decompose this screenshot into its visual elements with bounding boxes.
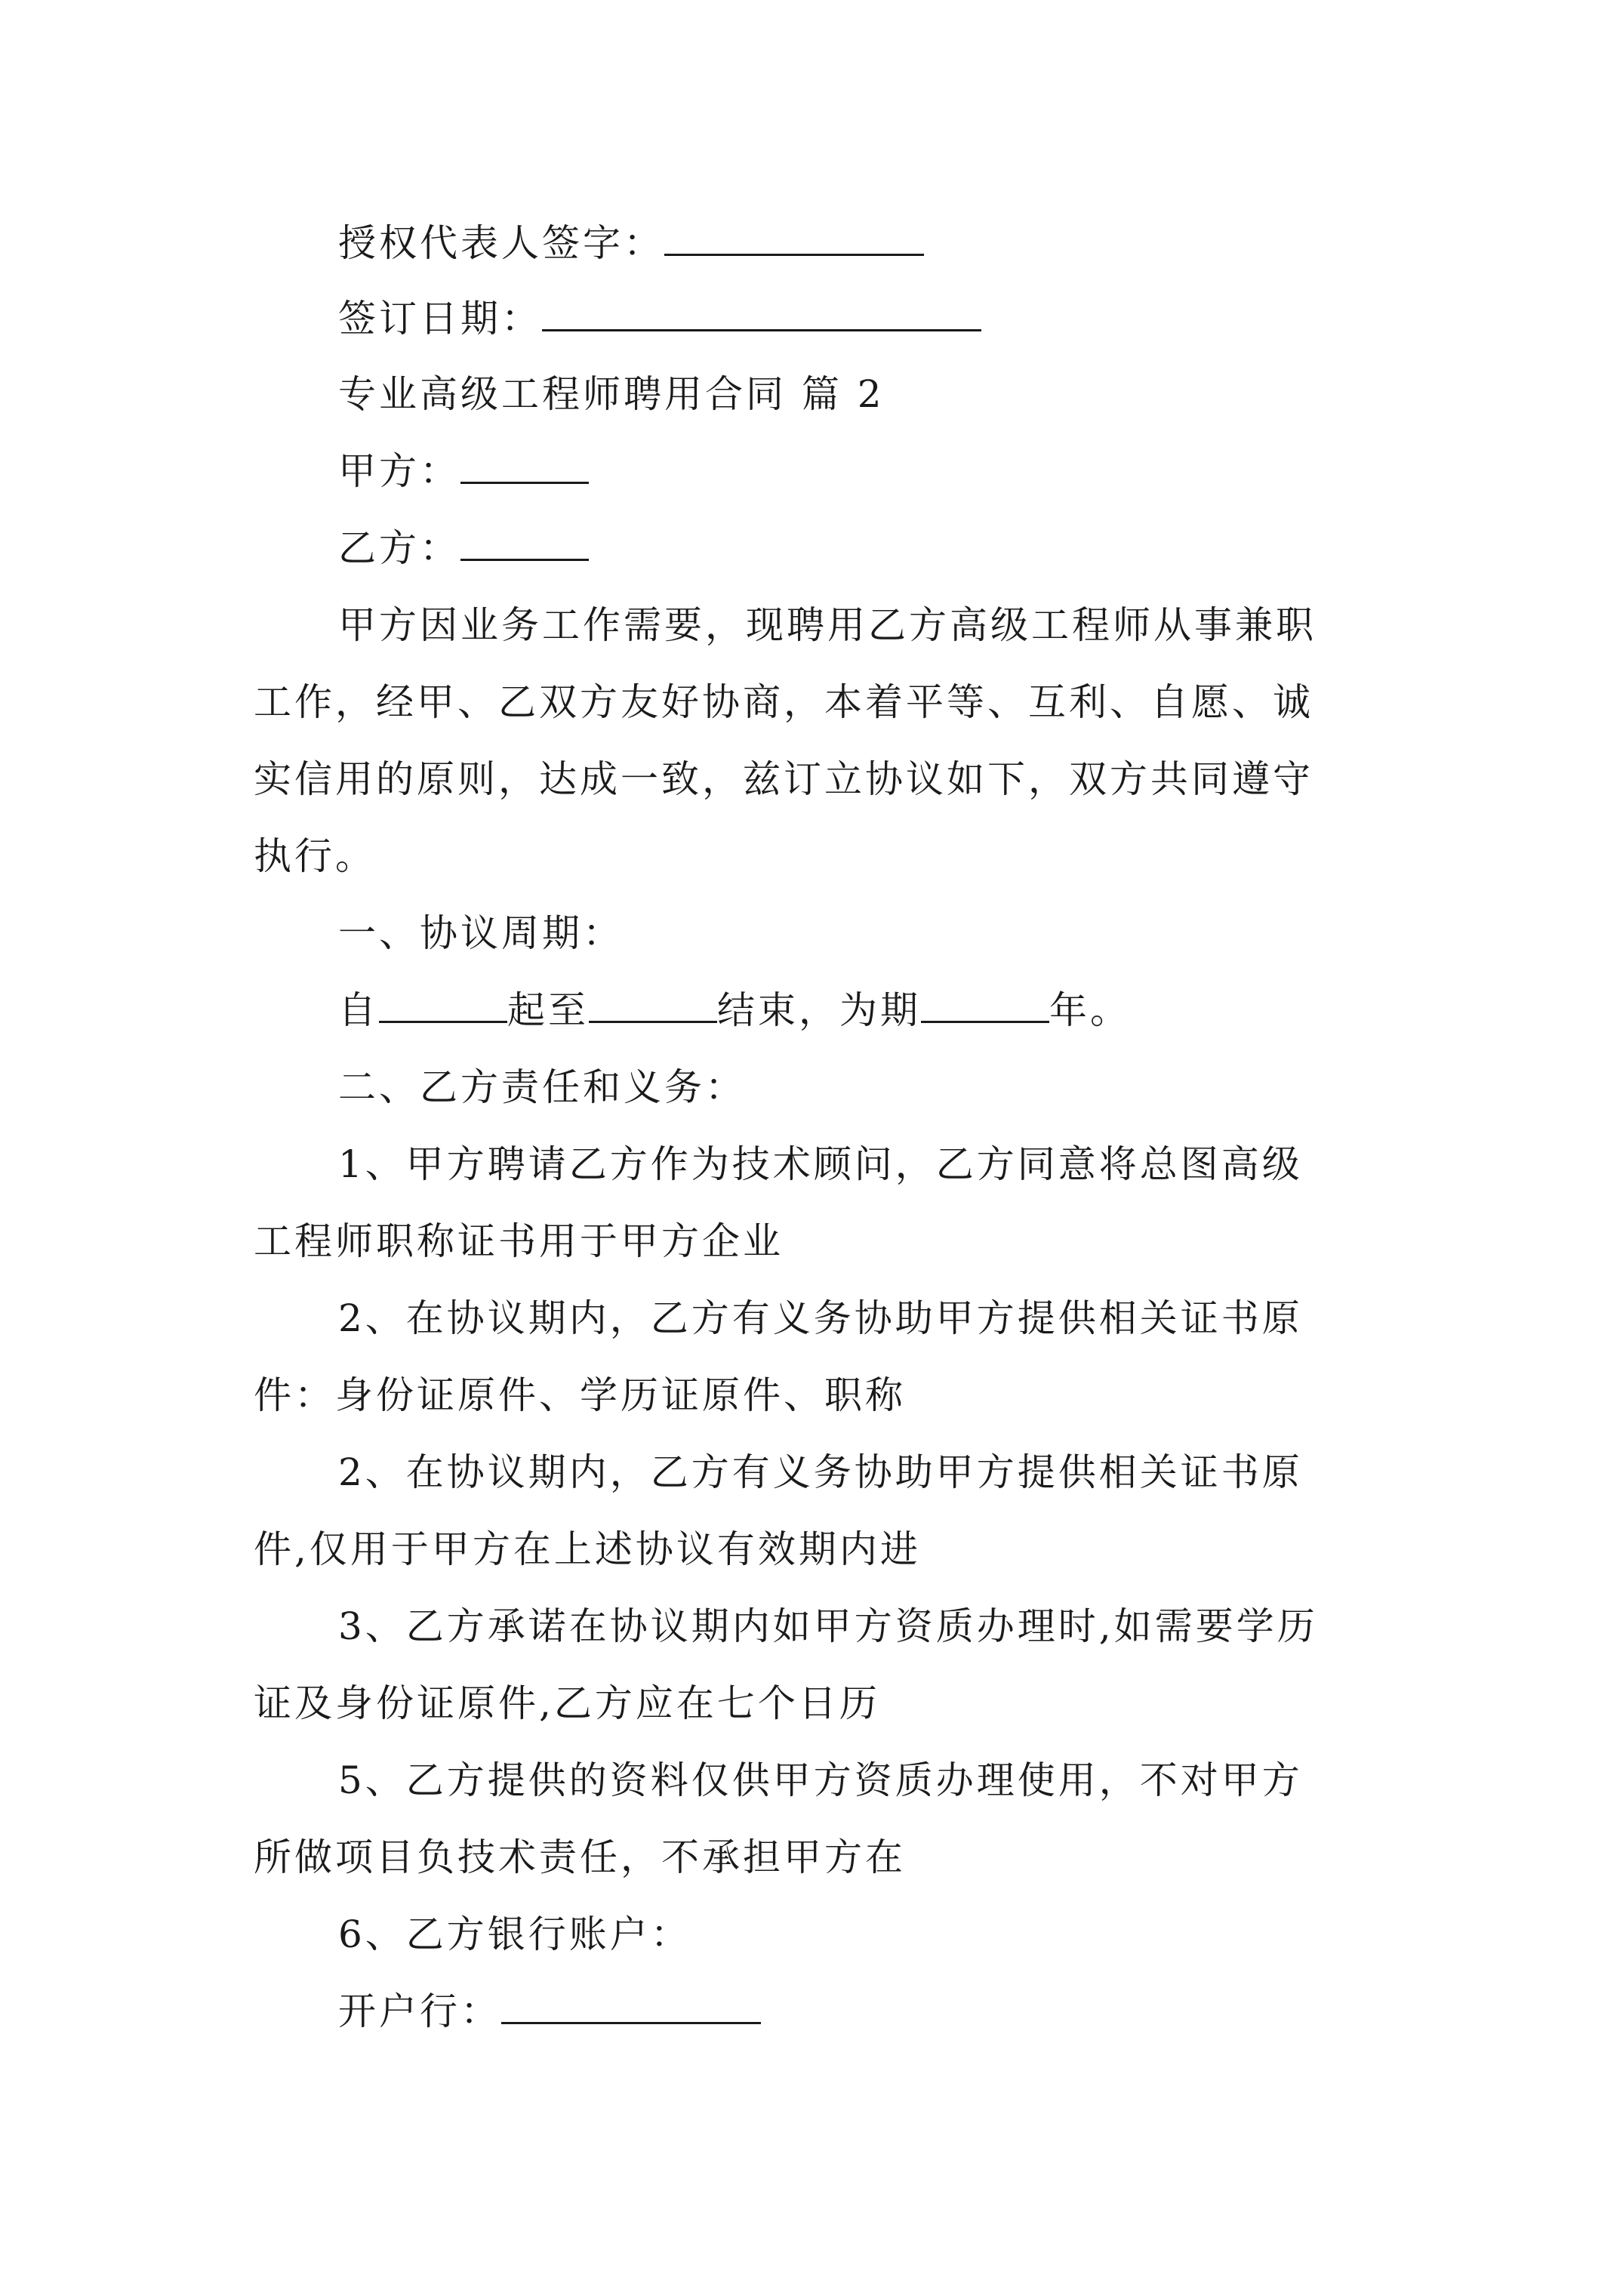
period-years-blank [921,988,1049,1023]
item-1-line-2: 工程师职称证书用于甲方企业 [254,1219,784,1263]
item-5-line-2: 所做项目负技术责任，不承担甲方在 [254,1835,906,1879]
period-unit-text: 年。 [1049,988,1131,1032]
item-3-line-2: 证及身份证原件,乙方应在七个日历 [254,1681,880,1725]
bank-line [338,1989,1394,2034]
intro-line-1: 甲方因业务工作需要，现聘用乙方高级工程师从事兼职 [338,603,1317,647]
party-a-blank [460,448,589,484]
contract-title: 专业高级工程师聘用合同 篇 2 [338,372,885,416]
bank-blank [501,1989,761,2024]
intro-line-3: 实信用的原则，达成一致，兹订立协议如下，双方共同遵守 [254,757,1313,801]
party-a-line [338,448,1394,494]
item-2b-line-1: 2、在协议期内，乙方有义务协助甲方提供相关证书原 [338,1450,1303,1494]
intro-line-2: 工作，经甲、乙双方友好协商，本着平等、互利、自愿、诚 [254,680,1313,724]
section-1-title: 一、协议周期： [338,911,624,955]
item-2a-line-1: 2、在协议期内，乙方有义务协助甲方提供相关证书原 [338,1296,1303,1340]
sign-rep-blank [664,220,924,256]
period-line [338,988,1394,1033]
period-end-blank [589,988,717,1023]
item-1-line-1: 1、甲方聘请乙方作为技术顾问，乙方同意将总图高级 [338,1142,1303,1186]
sign-rep-label: 授权代表人签字： [338,221,664,265]
item-2a-line-2: 件：身份证原件、学历证原件、职称 [254,1373,906,1417]
item-5-line-1: 5、乙方提供的资料仅供甲方资质办理使用，不对甲方 [338,1758,1303,1802]
intro-line-4: 执行。 [254,834,376,878]
party-b-blank [460,525,589,561]
sign-date-line [338,296,1394,341]
period-start-text: 起至 [507,988,589,1032]
period-end-text: 结束，为期 [717,988,921,1032]
sign-rep-line [338,220,1394,266]
party-a-label: 甲方： [338,449,460,493]
sign-date-label: 签订日期： [338,297,542,341]
party-b-line [338,525,1394,571]
party-b-label: 乙方： [338,526,460,570]
section-2-title: 二、乙方责任和义务： [338,1065,746,1109]
item-2b-line-2: 件,仅用于甲方在上述协议有效期内进 [254,1527,921,1571]
period-start-blank [379,988,507,1023]
period-from-text: 自 [338,988,379,1032]
item-3-line-1: 3、乙方承诺在协议期内如甲方资质办理时,如需要学历 [338,1604,1318,1648]
bank-label: 开户行： [338,1989,501,2033]
sign-date-blank [542,296,981,331]
item-6-line: 6、乙方银行账户： [338,1912,691,1956]
